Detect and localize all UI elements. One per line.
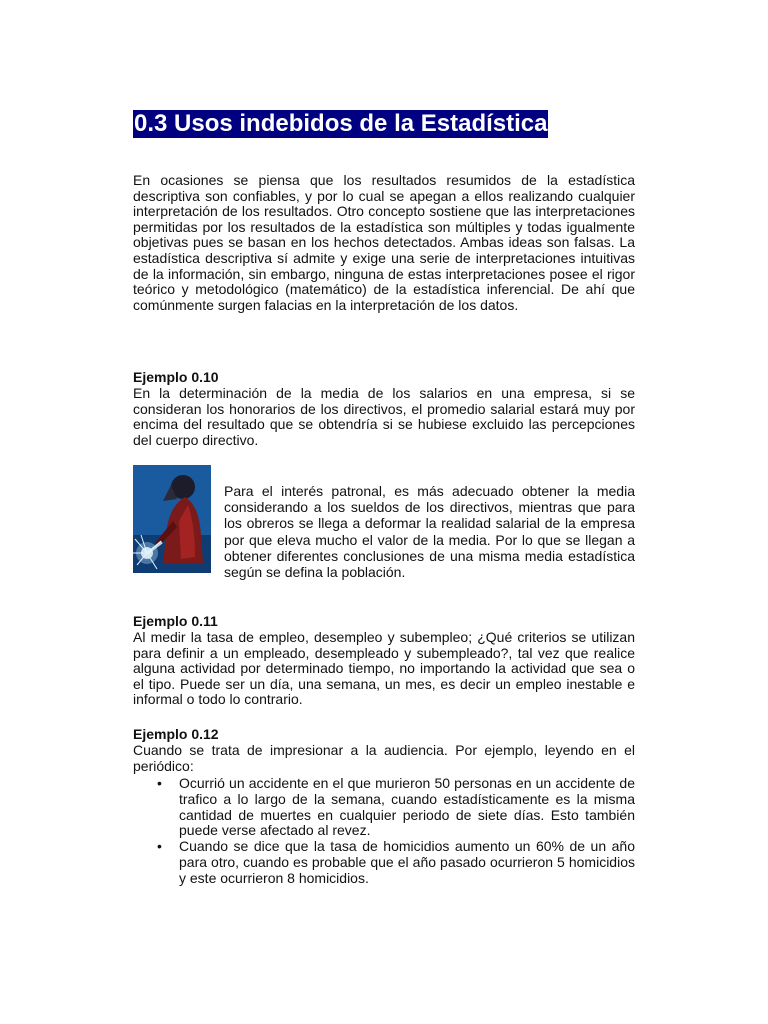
ejemplo-011-heading: Ejemplo 0.11 xyxy=(133,613,218,629)
welder-illustration xyxy=(133,465,211,573)
ejemplo-011-text: Al medir la tasa de empleo, desempleo y subempleo; ¿Qué criterios se utilizan para definir a un empleado, desempleado y subempleado?, tal vez que realice alguna actividad por determinado tiempo, no importando la actividad que sea o el tipo. Puede ser un día, una semana, un mes, es decir un empleo inestable e informal o todo lo contrario. xyxy=(133,629,635,708)
intro-paragraph: En ocasiones se piensa que los resultados resumidos de la estadística descriptiva son confiables, y por lo cual se apegan a ellos realizando cualquier interpretación de los resultados. Otro concepto sostiene que las interpretaciones permitidas por los resultados de la estadística son múltiples y todas igualmente objetivas pues se basan en los hechos detectados. Ambas ideas son falsas. La estadística descriptiva sí admite y exige una serie de interpretaciones intuitivas de la información, sin embargo, ninguna de estas interpretaciones posee el rigor teórico y metodológico (matemático) de la estadística inferencial. De ahí que comúnmente surgen falacias en la interpretación de los datos. xyxy=(133,172,635,313)
ejemplo-010-heading: Ejemplo 0.10 xyxy=(133,369,219,385)
list-item-text: Ocurrió un accidente en el que murieron 50 personas en un accidente de trafico a lo largo de la semana, cuando estadísticamente es la misma cantidad de muertes en cualquier periodo de siete días. Esto también puede verse afectado al revez. xyxy=(179,775,635,839)
bullet-icon: • xyxy=(157,838,162,855)
ejemplo-012-bullet-list xyxy=(133,776,635,887)
ejemplo-010-text: En la determinación de la media de los salarios en una empresa, si se consideran los honorarios de los directivos, el promedio salarial estará muy por encima del resultado que se obtendría si se hubiese excluido las percepciones del cuerpo directivo. xyxy=(133,385,635,448)
section-title: 0.3 Usos indebidos de la Estadística xyxy=(134,110,548,137)
bullet-icon: • xyxy=(157,775,162,791)
list-item xyxy=(133,839,635,886)
ejemplo-012-heading: Ejemplo 0.12 xyxy=(133,726,219,742)
list-item xyxy=(133,776,635,839)
ejemplo-012-text: Cuando se trata de impresionar a la audiencia. Por ejemplo, leyendo en el periódico: xyxy=(133,742,635,774)
list-item-text: Cuando se dice que la tasa de homicidios aumento un 60% de un año para otro, cuando es probable que el año pasado ocurrieron 5 homicidios y este ocurrieron 8 homicidios. xyxy=(179,838,635,886)
ejemplo-010-side-text: Para el interés patronal, es más adecuado obtener la media considerando a los sueldos de los directivos, mientras que para los obreros se llega a deformar la realidad salarial de la empresa por que eleva mucho el valor de la media. Por lo que se llegan a obtener diferentes conclusiones de una misma media estadística según se defina la población. xyxy=(224,483,635,581)
